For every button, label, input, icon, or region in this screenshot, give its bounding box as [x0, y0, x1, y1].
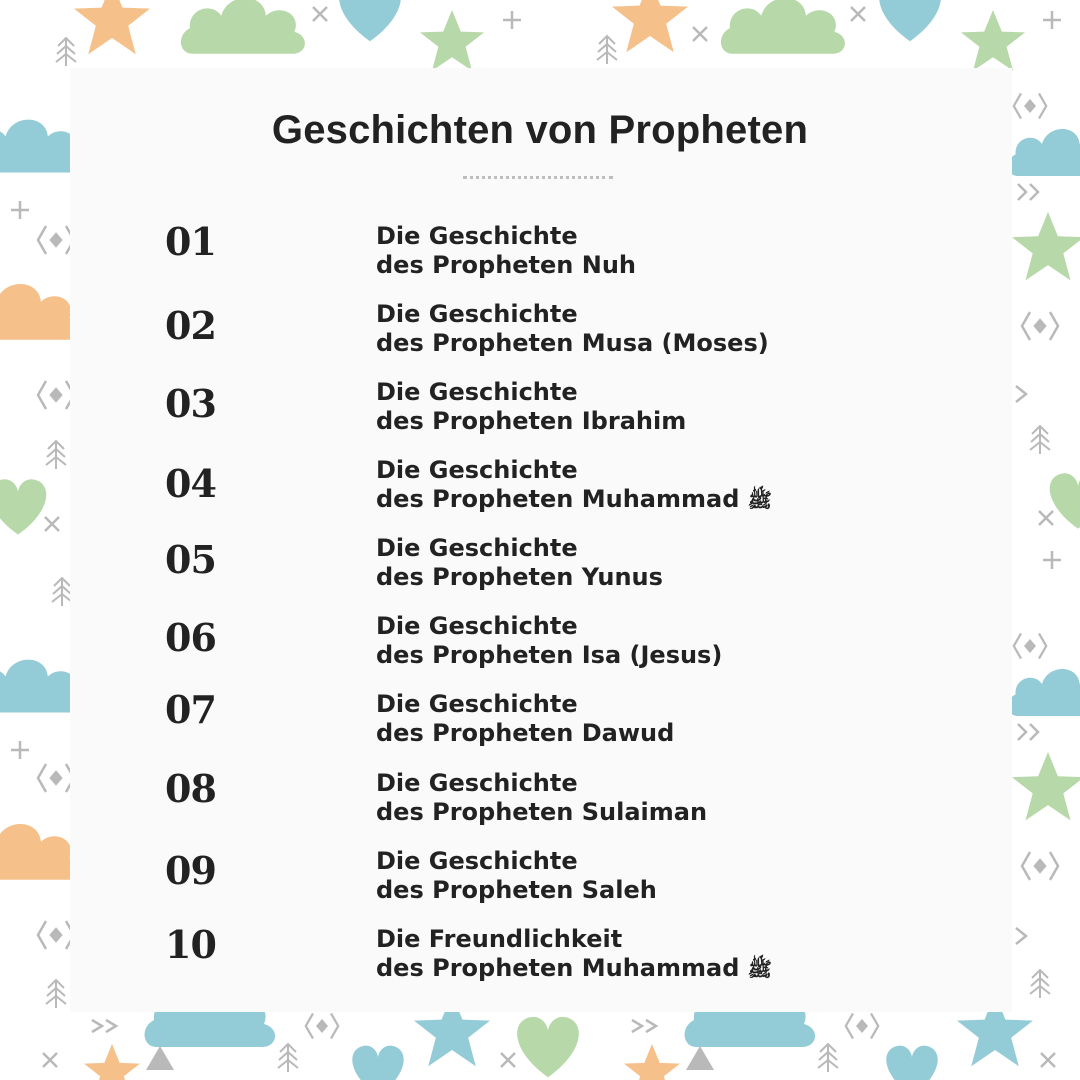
list-item — [0, 612, 1080, 682]
page-title: Geschichten von Propheten — [271, 108, 809, 152]
item-title-line1: Die Geschichte — [376, 534, 578, 562]
item-title-line1: Die Freundlichkeit — [376, 925, 623, 953]
list-item — [0, 847, 1080, 917]
item-title-line1: Die Geschichte — [376, 690, 578, 718]
item-title-line1: Die Geschichte — [376, 300, 578, 328]
item-title-line1: Die Geschichte — [376, 222, 578, 250]
item-title-line2: des Propheten Yunus — [376, 563, 663, 591]
list-item — [0, 687, 1080, 760]
item-title-line1: Die Geschichte — [376, 378, 578, 406]
item-title-line2: des Propheten Dawud — [376, 719, 675, 747]
item-title-line2: des Propheten Isa (Jesus) — [376, 641, 723, 669]
honorific-glyph: ﷺ — [747, 488, 772, 512]
item-title-line1: Die Geschichte — [376, 456, 578, 484]
item-number: 02 — [165, 303, 216, 348]
item-number: 05 — [165, 537, 216, 582]
item-title-line2: des Propheten Sulaiman — [376, 798, 708, 826]
item-title-line1: Die Geschichte — [376, 847, 578, 875]
list-item — [0, 922, 1080, 995]
item-title-line1: Die Geschichte — [376, 769, 578, 797]
item-number: 03 — [165, 381, 216, 426]
item-title-line1: Die Geschichte — [376, 612, 578, 640]
list-item — [0, 300, 1080, 370]
item-number: 04 — [165, 461, 216, 506]
item-number: 01 — [165, 219, 216, 264]
item-title-line2: des Propheten Musa (Moses) — [376, 329, 769, 357]
item-title-line2: des Propheten Saleh — [376, 876, 657, 904]
item-title-line2: des Propheten Nuh — [376, 251, 637, 279]
honorific-glyph: ﷺ — [747, 957, 772, 981]
item-title-line2: des Propheten Muhammad ﷺ — [376, 485, 772, 513]
item-number: 07 — [165, 687, 216, 732]
list-item — [0, 766, 1080, 839]
item-number: 09 — [165, 848, 216, 893]
item-title-line2: des Propheten Muhammad ﷺ — [376, 954, 772, 982]
item-number: 08 — [165, 766, 216, 811]
item-number: 10 — [165, 922, 216, 967]
item-number: 06 — [165, 615, 216, 660]
list-item — [0, 534, 1080, 604]
list-item — [0, 219, 1080, 292]
list-item — [0, 456, 1080, 526]
list-item — [0, 378, 1080, 448]
item-title-line2: des Propheten Ibrahim — [376, 407, 687, 435]
